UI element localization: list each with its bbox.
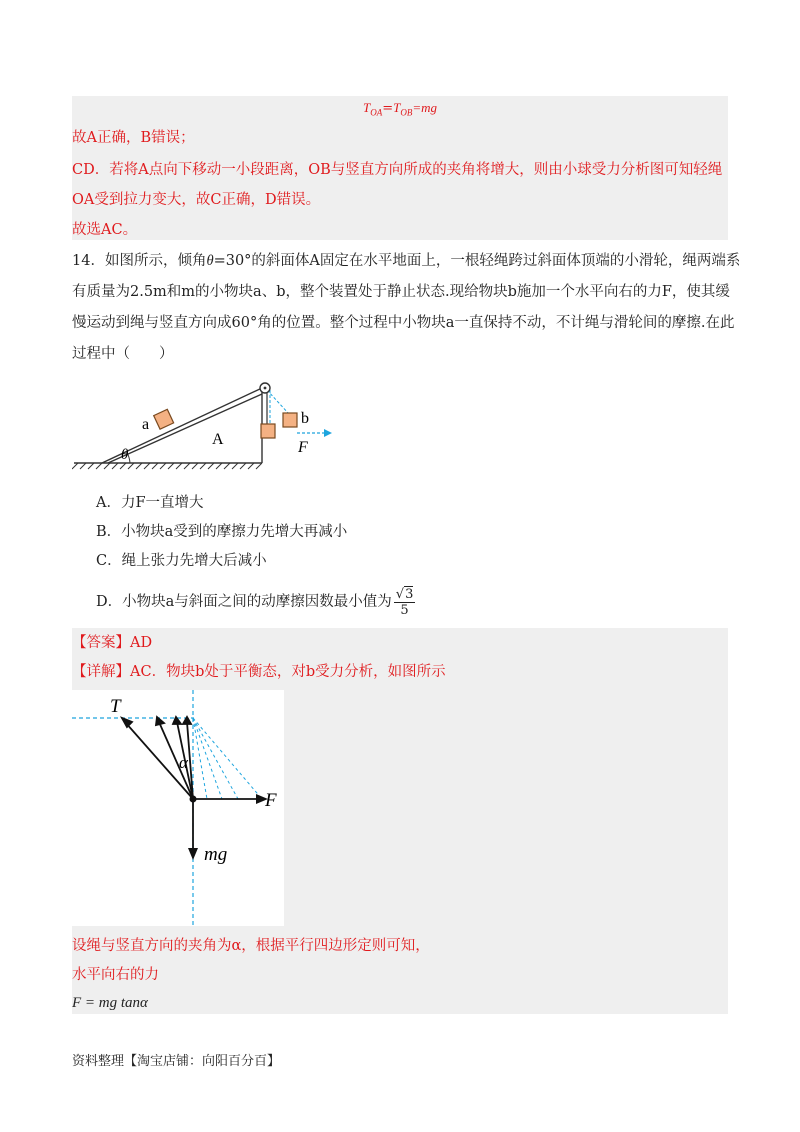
formula-F: F = mg tanα	[72, 995, 148, 1011]
label-F: F	[265, 790, 277, 811]
pulley-axle	[264, 387, 267, 390]
answer-line: 【答案】AD	[72, 635, 153, 651]
label-alpha: α	[179, 753, 188, 772]
option-b[interactable]: B．小物块a受到的摩擦力先增大再减小	[96, 524, 348, 540]
option-a[interactable]: A．力F一直增大	[96, 495, 204, 511]
object-point	[190, 796, 197, 803]
label-T: T	[110, 696, 121, 717]
formula-tension: $T_{OA}=T_{OB}=mg$	[362, 100, 438, 118]
label-a: a	[142, 416, 150, 433]
after-line-1: 设绳与竖直方向的夹角为α，根据平行四边形定则可知，	[72, 938, 430, 954]
option-c[interactable]: C．绳上张力先增大后减小	[96, 553, 267, 569]
question-line-2: 有质量为2.5m和m的小物块a、b，整个装置处于静止状态.现给物块b施加一个水平向右的力F，使其缓	[72, 284, 730, 300]
after-line-2: 水平向右的力	[72, 967, 159, 983]
detail-line: 【详解】AC．物块b处于平衡态，对b受力分析，如图所示	[72, 664, 446, 680]
force-F-arrowhead	[324, 429, 332, 437]
text-choose: 故选AC。	[72, 222, 138, 238]
block-hanging	[261, 424, 275, 438]
force-diagram	[72, 690, 284, 926]
text-cd-2: OA受到拉力变大，故C正确，D错误。	[72, 192, 321, 208]
label-b: b	[301, 410, 309, 427]
block-b	[283, 413, 297, 427]
text-cd-1: CD．若将A点向下移动一小段距离，OB与竖直方向所成的夹角将增大，则由小球受力分析图可知轻绳	[72, 162, 723, 178]
question-line-1: 14．如图所示，倾角θ=30°的斜面体A固定在水平地面上，一根轻绳跨过斜面体顶端的小滑轮，绳两端系	[72, 253, 741, 269]
question-line-4: 过程中（ ）	[72, 346, 174, 362]
option-d[interactable]: D．小物块a与斜面之间的动摩擦因数最小值为 $\frac{√3}{5}$	[96, 587, 414, 618]
block-a	[154, 409, 174, 429]
incline-figure	[72, 372, 362, 474]
fraction-sqrt3-over-5: $\frac{√3}{5}$	[395, 587, 414, 618]
label-F: F	[298, 439, 308, 456]
ground-hatching	[72, 463, 262, 469]
label-theta: θ	[121, 447, 129, 463]
question-line-3: 慢运动到绳与竖直方向成60°角的位置。整个过程中小物块a一直保持不动，不计绳与滑轮间的摩擦.在此	[72, 315, 735, 331]
footer-source: 资料整理【淘宝店铺：向阳百分百】	[72, 1054, 281, 1069]
label-mg: mg	[204, 844, 228, 865]
label-A: A	[212, 431, 224, 448]
text-a-correct: 故A正确，B错误；	[72, 130, 195, 146]
